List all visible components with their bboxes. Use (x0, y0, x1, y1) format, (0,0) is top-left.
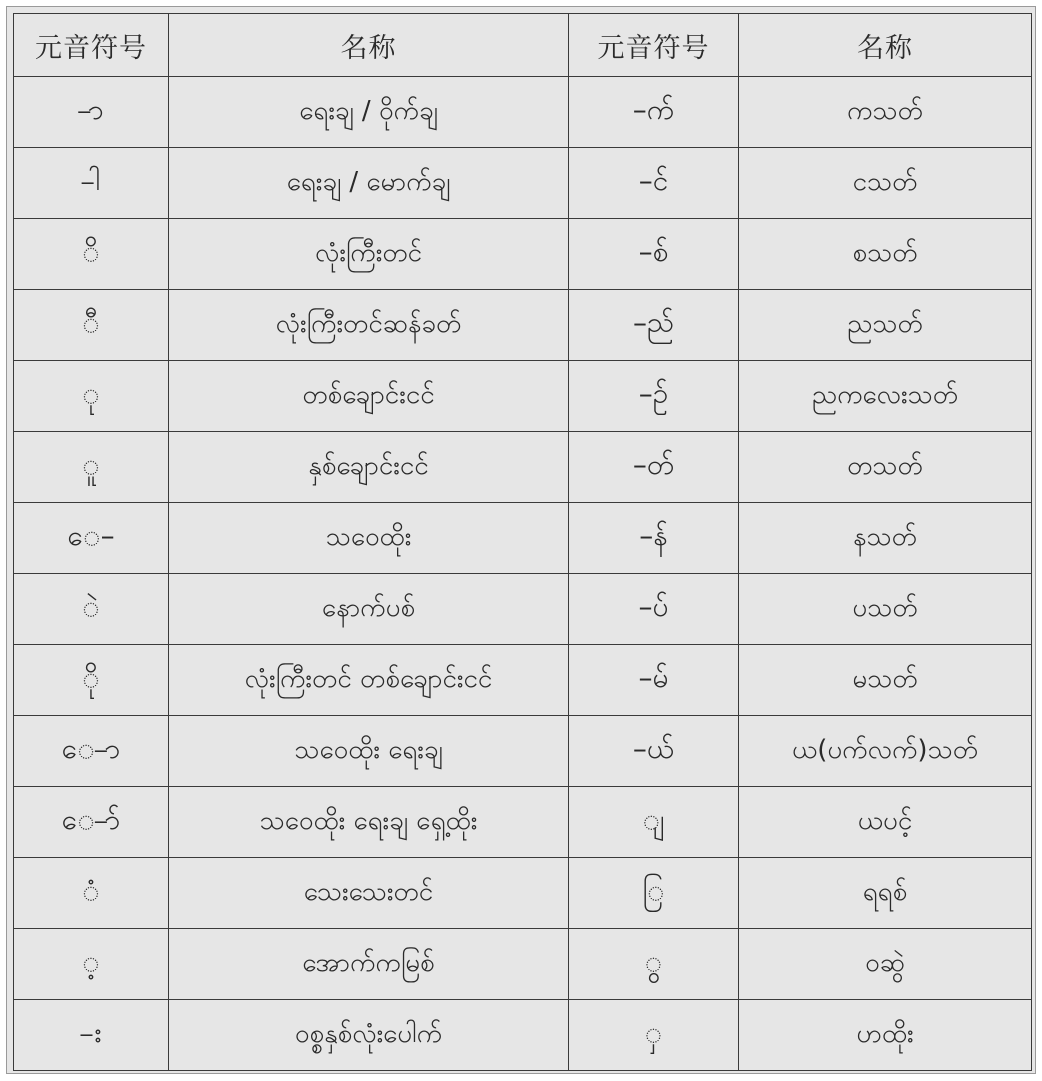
final-symbol-cell: –ည် (569, 290, 739, 361)
final-symbol-cell: ွ (569, 929, 739, 1000)
vowel-name-cell: ဝစ္စနှစ်လုံးပေါက် (169, 1000, 569, 1071)
final-name-cell: ကသတ် (739, 77, 1032, 148)
vowel-name-cell: လုံးကြီးတင် တစ်ချောင်းငင် (169, 645, 569, 716)
vowel-symbol-cell: ိ (14, 219, 169, 290)
table-row (14, 716, 1032, 787)
vowel-symbol-cell: –း (14, 1000, 169, 1071)
final-symbol-cell: ြ (569, 858, 739, 929)
header-name-1: 名称 (169, 14, 569, 77)
header-row (14, 14, 1032, 77)
table-row (14, 645, 1032, 716)
final-name-cell: ငသတ် (739, 148, 1032, 219)
vowel-name-cell: ရေးချ / မောက်ချ (169, 148, 569, 219)
final-name-cell: ဟထိုး (739, 1000, 1032, 1071)
vowel-name-cell: နှစ်ချောင်းငင် (169, 432, 569, 503)
table-row (14, 574, 1032, 645)
final-symbol-cell: –တ် (569, 432, 739, 503)
final-name-cell: ညကလေးသတ် (739, 361, 1032, 432)
final-name-cell: ညသတ် (739, 290, 1032, 361)
final-name-cell: ပသတ် (739, 574, 1032, 645)
vowel-name-cell: လုံးကြီးတင် (169, 219, 569, 290)
table-row (14, 219, 1032, 290)
vowel-name-cell: သဝေထိုး ရေးချ ရှေ့ထိုး (169, 787, 569, 858)
vowel-name-cell: တစ်ချောင်းငင် (169, 361, 569, 432)
final-name-cell: နသတ် (739, 503, 1032, 574)
vowel-symbol-cell: –ာ (14, 77, 169, 148)
vowel-name-cell: သဝေထိုး ရေးချ (169, 716, 569, 787)
header-vowel-symbol-2: 元音符号 (569, 14, 739, 77)
table-row (14, 290, 1032, 361)
table-row (14, 1000, 1032, 1071)
vowel-symbol-cell: ေ–ာ် (14, 787, 169, 858)
vowel-symbol-cell: ို (14, 645, 169, 716)
vowel-name-cell: သေးသေးတင် (169, 858, 569, 929)
final-name-cell: ယ(ပက်လက်)သတ် (739, 716, 1032, 787)
table-row (14, 858, 1032, 929)
table-row (14, 503, 1032, 574)
vowel-name-cell: သဝေထိုး (169, 503, 569, 574)
vowel-symbol-cell: ဲ (14, 574, 169, 645)
final-symbol-cell: –က် (569, 77, 739, 148)
header-vowel-symbol-1: 元音符号 (14, 14, 169, 77)
final-symbol-cell: ှ (569, 1000, 739, 1071)
vowel-symbol-cell: ံ (14, 858, 169, 929)
table-row (14, 148, 1032, 219)
vowel-name-cell: လုံးကြီးတင်ဆန်ခတ် (169, 290, 569, 361)
final-symbol-cell: –ယ် (569, 716, 739, 787)
table-body (14, 77, 1032, 1071)
vowel-symbol-cell: ု (14, 361, 169, 432)
vowel-symbol-table (13, 13, 1032, 1071)
final-name-cell: ဝဆွဲ (739, 929, 1032, 1000)
final-symbol-cell: –မ် (569, 645, 739, 716)
table-row (14, 929, 1032, 1000)
vowel-symbol-cell: ူ (14, 432, 169, 503)
vowel-symbol-cell: ေ– (14, 503, 169, 574)
final-name-cell: တသတ် (739, 432, 1032, 503)
vowel-name-cell: ရေးချ / ဝိုက်ချ (169, 77, 569, 148)
table-row (14, 361, 1032, 432)
table-row (14, 787, 1032, 858)
final-name-cell: ယပင့် (739, 787, 1032, 858)
final-symbol-cell: –ဉ် (569, 361, 739, 432)
vowel-symbol-cell: –ါ (14, 148, 169, 219)
table-frame (6, 6, 1036, 1074)
header-name-2: 名称 (739, 14, 1032, 77)
table-row (14, 77, 1032, 148)
vowel-name-cell: အောက်ကမြစ် (169, 929, 569, 1000)
final-symbol-cell: ျ (569, 787, 739, 858)
vowel-symbol-cell: ီ (14, 290, 169, 361)
table-row (14, 432, 1032, 503)
vowel-symbol-cell: ေ–ာ (14, 716, 169, 787)
final-name-cell: မသတ် (739, 645, 1032, 716)
final-name-cell: ရရစ် (739, 858, 1032, 929)
final-symbol-cell: –စ် (569, 219, 739, 290)
vowel-name-cell: နောက်ပစ် (169, 574, 569, 645)
final-symbol-cell: –ပ် (569, 574, 739, 645)
final-symbol-cell: –န် (569, 503, 739, 574)
vowel-symbol-cell: ့ (14, 929, 169, 1000)
final-symbol-cell: –င် (569, 148, 739, 219)
final-name-cell: စသတ် (739, 219, 1032, 290)
